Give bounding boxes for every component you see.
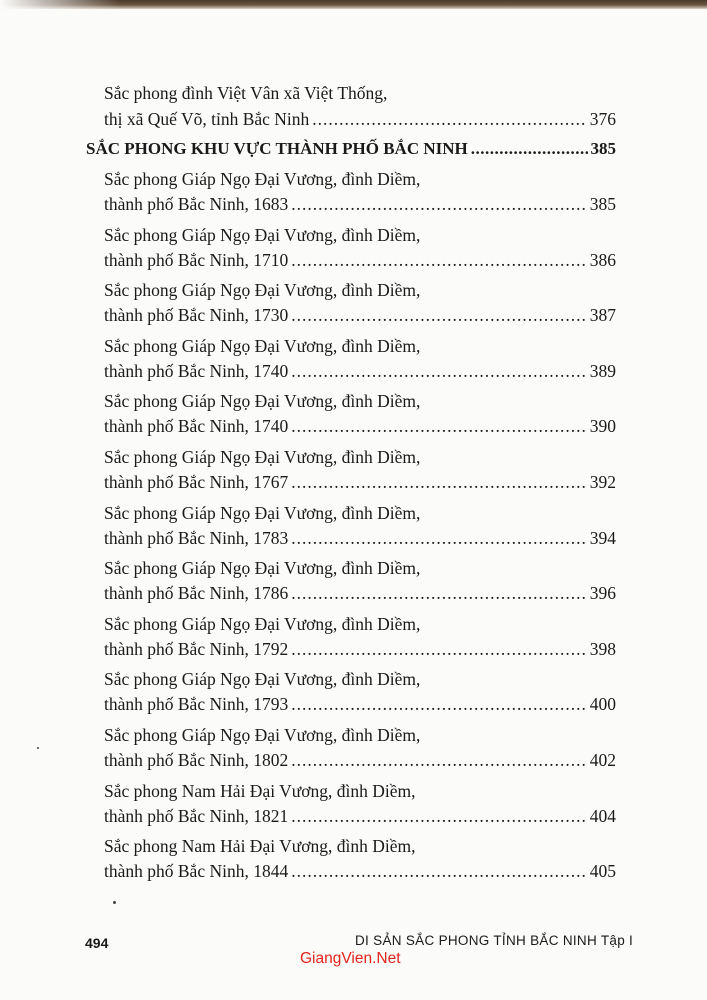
toc-page-number: 398 [589, 638, 616, 659]
toc-entry-subtitle: thành phố Bắc Ninh, 1730 [104, 305, 289, 326]
dot-leader [291, 638, 587, 660]
toc-entry-subtitle: thành phố Bắc Ninh, 1740 [104, 416, 289, 437]
toc-entry-subtitle: thành phố Bắc Ninh, 1802 [104, 750, 289, 770]
toc-entry-line1 [104, 168, 420, 190]
toc-entry-title: Sắc phong Giáp Ngọ Đại Vương, đình Diềm, [104, 725, 421, 745]
toc-entry-line1 [104, 82, 387, 104]
watermark-text: GiangVien.Net [300, 950, 401, 967]
toc-entry-line2 [104, 527, 616, 549]
toc-page-number: 405 [589, 861, 616, 882]
toc-entry-title: Sắc phong Giáp Ngọ Đại Vương, đình Diềm, [104, 280, 421, 301]
dot-leader [291, 360, 587, 382]
toc-entry-line1 [104, 835, 416, 857]
toc-entry-line1 [104, 390, 420, 412]
dot-leader [291, 193, 587, 215]
dot-leader [471, 138, 588, 160]
toc-page-number: 387 [589, 305, 616, 326]
toc-entry-subtitle: thành phố Bắc Ninh, 1821 [104, 805, 289, 826]
toc-page-number: 390 [589, 416, 616, 437]
toc-entry-line2 [104, 193, 616, 215]
dot-leader [312, 108, 586, 130]
toc-page-number: 385 [589, 194, 616, 214]
dot-leader [291, 471, 587, 493]
toc-page-number: 392 [589, 472, 616, 492]
toc-entry-title: Sắc phong Giáp Ngọ Đại Vương, đình Diềm, [104, 169, 421, 189]
toc-entry-subtitle: thành phố Bắc Ninh, 1783 [104, 527, 289, 548]
toc-entry-subtitle: thành phố Bắc Ninh, 1740 [104, 360, 289, 381]
toc-entry-subtitle: thành phố Bắc Ninh, 1683 [104, 194, 289, 214]
toc-entry-subtitle: thành phố Bắc Ninh, 1793 [104, 694, 289, 715]
toc-entry-line1 [104, 279, 420, 301]
toc-entry-title: Sắc phong Nam Hải Đại Vương, đình Diềm, [104, 780, 416, 801]
dot-leader [291, 249, 587, 271]
dot-leader [291, 749, 587, 771]
toc-entry-line2 [104, 360, 616, 382]
toc-entry-subtitle: thành phố Bắc Ninh, 1786 [104, 583, 289, 604]
scan-speck [37, 747, 39, 749]
toc-entry-line1 [104, 224, 420, 246]
toc-entry-line2 [104, 749, 616, 771]
toc-page-number: 386 [589, 249, 616, 270]
toc-entry-subtitle: thành phố Bắc Ninh, 1792 [104, 638, 289, 659]
toc-page-number: 376 [589, 109, 616, 129]
page-number: 494 [85, 935, 109, 951]
toc-entry-line1 [104, 557, 420, 579]
toc-entry-line2 [104, 693, 616, 715]
toc-entry-line2 [104, 108, 616, 130]
toc-entry-line1 [104, 335, 420, 357]
toc-entry-line1 [104, 502, 420, 524]
toc-entry-title: Sắc phong Giáp Ngọ Đại Vương, đình Diềm, [104, 558, 421, 579]
dot-leader [291, 860, 587, 882]
toc-page-number: 389 [589, 360, 616, 381]
toc-entry-line2 [104, 638, 616, 660]
dot-leader [291, 805, 587, 827]
scan-speck [113, 901, 116, 904]
toc-entry-line1 [104, 724, 420, 746]
toc-entry-title: Sắc phong Giáp Ngọ Đại Vương, đình Diềm, [104, 613, 421, 634]
toc-entry-subtitle: thành phố Bắc Ninh, 1844 [104, 861, 289, 882]
toc-entry-subtitle: thị xã Quế Võ, tỉnh Bắc Ninh [104, 109, 310, 129]
toc-entry-line1 [104, 668, 420, 690]
toc-entry-title: Sắc phong Giáp Ngọ Đại Vương, đình Diềm, [104, 447, 421, 467]
section-heading [86, 138, 616, 160]
running-footer-title: DI SẢN SẮC PHONG TỈNH BẮC NINH Tập I [355, 933, 634, 948]
toc-entry-line1 [104, 613, 420, 635]
dot-leader [291, 693, 587, 715]
toc-entry-title: Sắc phong Giáp Ngọ Đại Vương, đình Diềm, [104, 502, 421, 523]
toc-entry-subtitle: thành phố Bắc Ninh, 1767 [104, 472, 289, 492]
toc-page-number: 402 [589, 750, 616, 770]
dot-leader [291, 527, 587, 549]
toc-entry-title: Sắc phong đình Việt Vân xã Việt Thống, [104, 83, 388, 103]
dot-leader [291, 415, 587, 437]
toc-entry-title: Sắc phong Giáp Ngọ Đại Vương, đình Diềm, [104, 669, 421, 690]
section-title: SẮC PHONG KHU VỰC THÀNH PHỐ BẮC NINH [86, 139, 468, 158]
toc-entry-title: Sắc phong Giáp Ngọ Đại Vương, đình Diềm, [104, 391, 421, 412]
toc-entry-subtitle: thành phố Bắc Ninh, 1710 [104, 249, 289, 270]
toc-entry-line2 [104, 860, 616, 882]
page-top-edge [0, 0, 707, 9]
toc-entry-line2 [104, 304, 616, 326]
dot-leader [291, 304, 587, 326]
toc-entry-line2 [104, 582, 616, 604]
toc-entry-title: Sắc phong Nam Hải Đại Vương, đình Diềm, [104, 836, 416, 857]
toc-page-number: 400 [589, 694, 616, 715]
toc-entry-line2 [104, 805, 616, 827]
toc-entry-title: Sắc phong Giáp Ngọ Đại Vương, đình Diềm, [104, 224, 421, 245]
toc-page-number: 404 [589, 805, 616, 826]
toc-page-number: 394 [589, 527, 616, 548]
toc-entry-line2 [104, 415, 616, 437]
section-page-number: 385 [590, 139, 616, 158]
toc-entry-line2 [104, 249, 616, 271]
dot-leader [291, 582, 587, 604]
toc-entry-line2 [104, 471, 616, 493]
toc-entry-line1 [104, 780, 416, 802]
toc-entry-title: Sắc phong Giáp Ngọ Đại Vương, đình Diềm, [104, 335, 421, 356]
toc-page-number: 396 [589, 583, 616, 604]
toc-entry-line1 [104, 446, 420, 468]
